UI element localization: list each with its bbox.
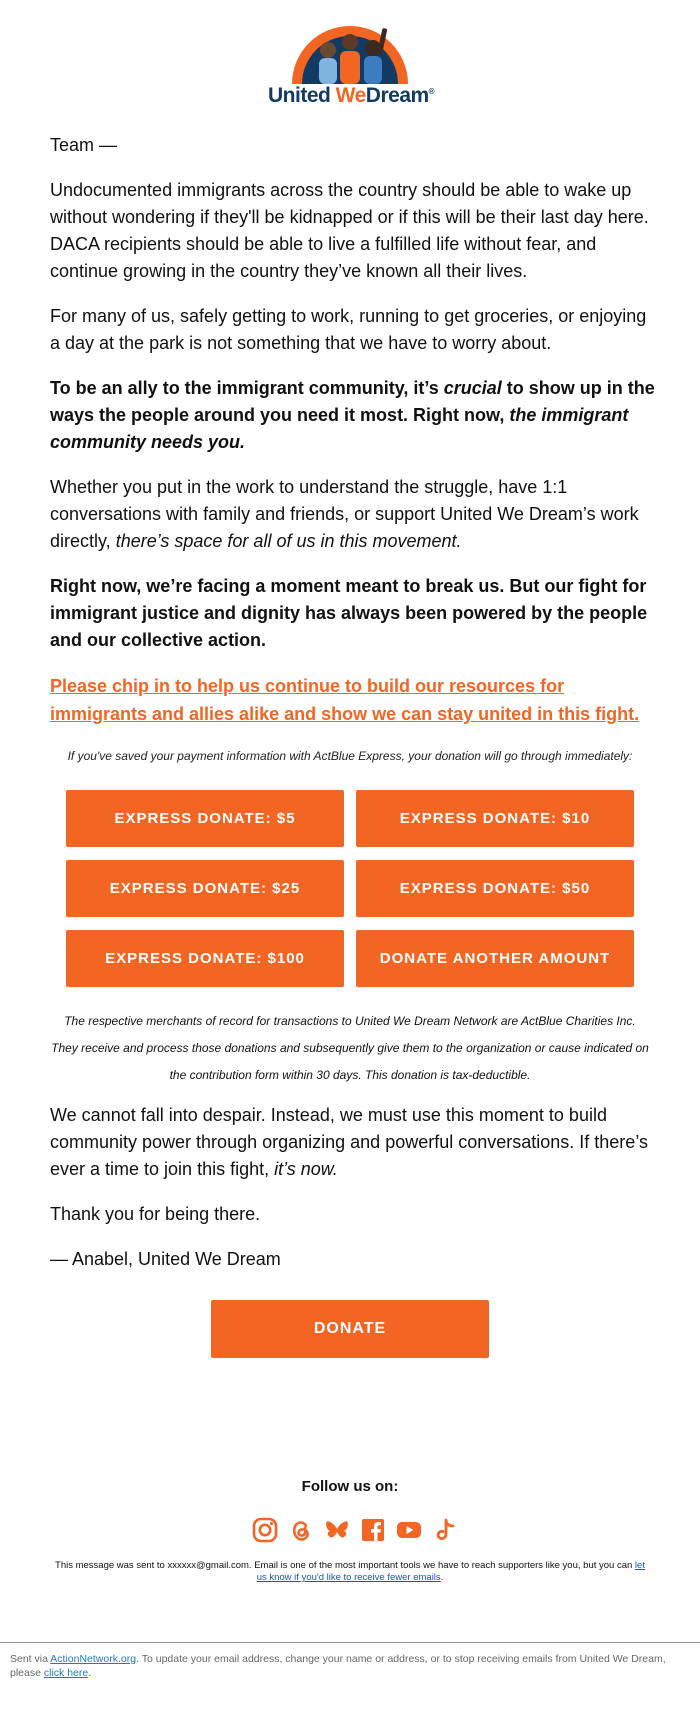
footer-text-a: Sent via — [10, 1653, 51, 1665]
fewer-emails-link[interactable]: let us know if you'd like to receive fewer emails — [256, 1560, 645, 1583]
signature: — Anabel, United We Dream — [50, 1249, 281, 1269]
express-donate-50-button[interactable]: EXPRESS DONATE: $50 — [356, 860, 634, 917]
p6-a: We cannot fall into despair. Instead, we must use this moment to build community power through organizing and powerful conversations. If there’s ever a time to join this fight, — [50, 1105, 648, 1179]
footer-text-c: . — [88, 1667, 92, 1679]
bluesky-icon[interactable] — [323, 1516, 351, 1544]
click-here-link[interactable]: click here — [43, 1667, 89, 1679]
facebook-icon[interactable] — [359, 1516, 387, 1544]
fineprint-end: . — [440, 1572, 444, 1583]
footer-divider — [0, 1642, 700, 1643]
paragraph-4 — [50, 474, 660, 555]
youtube-icon[interactable] — [395, 1516, 423, 1544]
p3-emphasis: crucial — [443, 378, 502, 398]
thanks-line: Thank you for being there. — [50, 1204, 261, 1224]
paragraph-3 — [50, 375, 660, 456]
donate-button[interactable]: DONATE — [211, 1300, 489, 1358]
instagram-icon[interactable] — [251, 1516, 279, 1544]
paragraph-2: For many of us, safely getting to work, running to get groceries, or enjoying a day at the park is not something that we have to worry about. — [50, 306, 647, 353]
footer-text-b: . To update your email address, change your name or address, or to stop receiving emails from United We Dream, please — [10, 1653, 666, 1679]
follow-us-label: Follow us on: — [301, 1478, 399, 1495]
express-donate-5-button[interactable]: EXPRESS DONATE: $5 — [66, 790, 344, 847]
p3-a: To be an ally to the immigrant community, it’s — [50, 378, 444, 398]
chip-in-link[interactable]: Please chip in to help us continue to build our resources for immigrants and allies alike and show we can stay united in this fight. — [50, 676, 640, 724]
tiktok-icon[interactable] — [431, 1516, 459, 1544]
merchant-disclaimer: The respective merchants of record for transactions to United We Dream Network are ActBlue Charities Inc. They receive and process those donations and subsequently give them to the organization or cause indicated on the contribution form within 30 days. This donation is tax-deductible. — [51, 1014, 649, 1082]
threads-icon[interactable] — [287, 1516, 315, 1544]
p3-c: to show up in the ways the people around you need it most. Right now, — [50, 378, 655, 425]
paragraph-1: Undocumented immigrants across the country should be able to wake up without wondering if they'll be kidnapped or if this will be their last day here. DACA recipients should be able to live a fulfilled life without fear, and continue growing in the country they’ve known all their lives. — [50, 180, 649, 281]
actionnetwork-link[interactable]: ActionNetwork.org — [50, 1653, 137, 1665]
united-we-dream-logo[interactable] — [268, 26, 435, 110]
greeting: Team — — [50, 135, 118, 155]
express-donate-10-button[interactable]: EXPRESS DONATE: $10 — [356, 790, 634, 847]
p6-emphasis: it’s now. — [274, 1159, 338, 1179]
paragraph-6 — [50, 1102, 660, 1183]
logo-arch-icon — [288, 26, 412, 84]
email-closing — [50, 1102, 660, 1291]
fineprint — [50, 1560, 650, 1584]
social-links — [251, 1516, 451, 1544]
p4-a: Whether you put in the work to understand the struggle, have 1:1 conversations with family and friends, or support United We Dream’s work directly, — [50, 477, 639, 551]
fineprint-text: This message was sent to xxxxxx@gmail.com. Email is one of the most important tools we have to reach supporters like you, but you can — [55, 1560, 635, 1571]
express-note: If you've saved your payment information with ActBlue Express, your donation will go through immediately: — [67, 749, 633, 763]
logo-word-united: United — [268, 84, 336, 107]
email-body — [50, 132, 660, 746]
logo-registered: ® — [428, 87, 435, 96]
p4-emphasis: there’s space for all of us in this movement. — [115, 531, 462, 551]
express-donate-25-button[interactable]: EXPRESS DONATE: $25 — [66, 860, 344, 917]
express-donate-100-button[interactable]: EXPRESS DONATE: $100 — [66, 930, 344, 987]
logo-wordmark — [268, 84, 435, 108]
donate-another-amount-button[interactable]: DONATE ANOTHER AMOUNT — [356, 930, 634, 987]
p3-emphasis-2: the immigrant community needs you. — [50, 405, 629, 452]
logo-word-we: We — [335, 84, 366, 107]
logo-word-dream: Dream — [365, 84, 429, 107]
paragraph-5: Right now, we’re facing a moment meant to break us. But our fight for immigrant justice and dignity has always been powered by the people and our collective action. — [50, 576, 648, 650]
cta-paragraph — [50, 672, 660, 728]
footer — [10, 1652, 680, 1680]
